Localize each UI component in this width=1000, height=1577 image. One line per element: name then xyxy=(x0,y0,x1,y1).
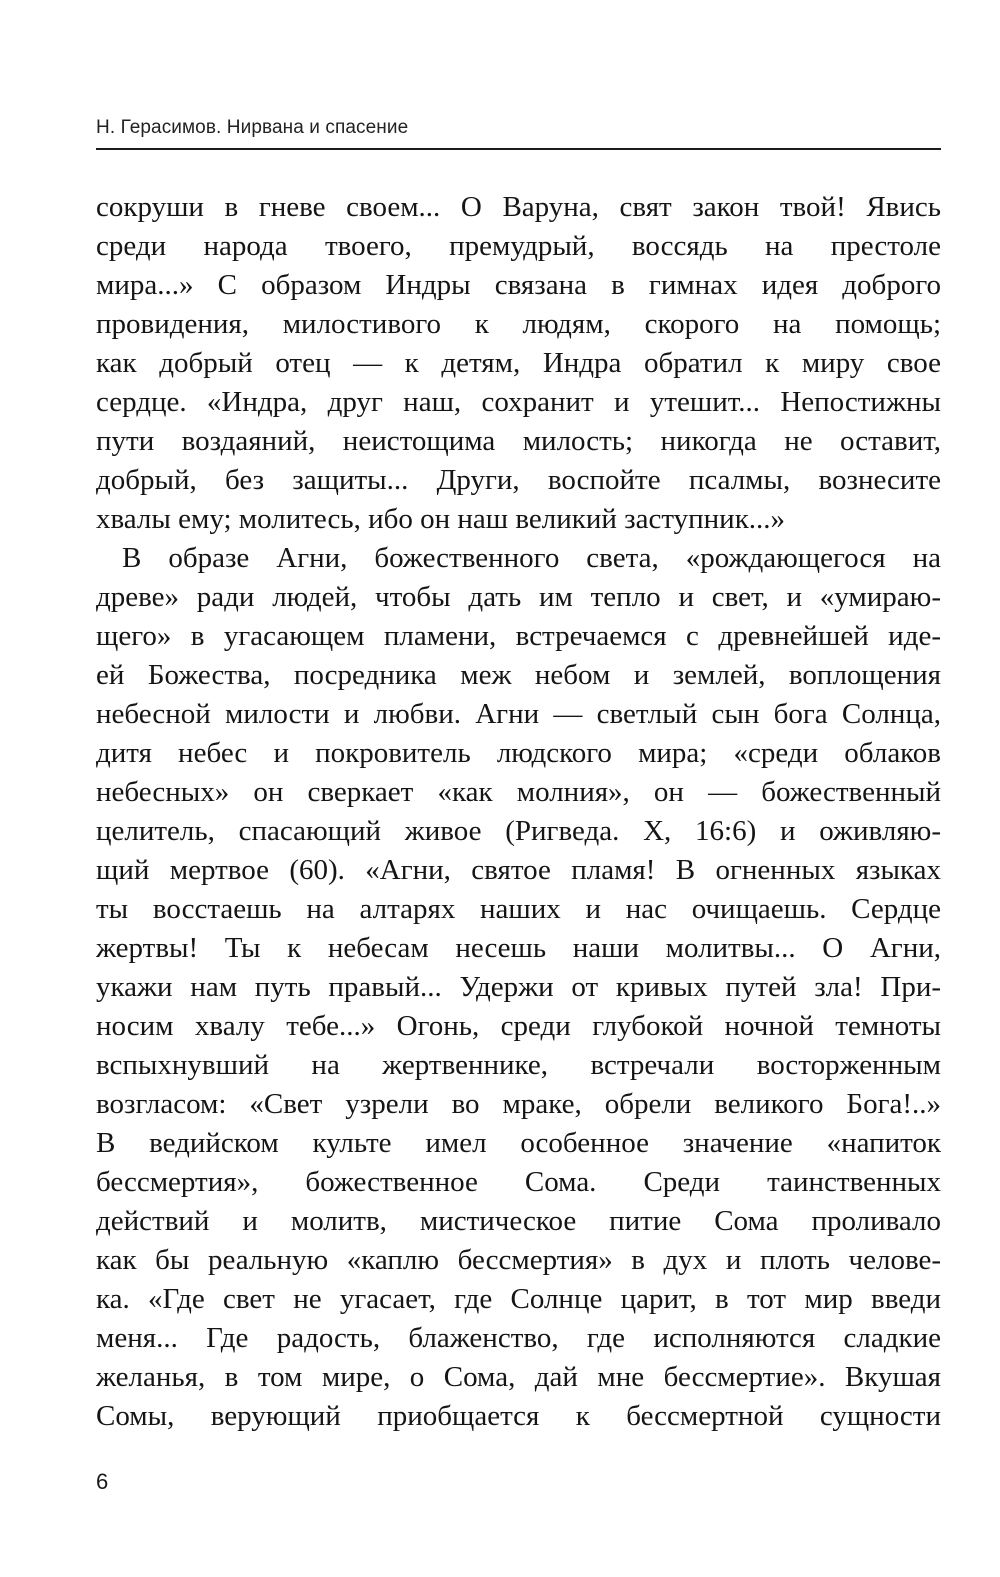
text-line: добрый, без защиты... Други, воспойте псалмы, вознесите xyxy=(96,464,941,496)
text-line: ка. «Где свет не угасает, где Солнце царит, в тот мир введи xyxy=(96,1283,941,1315)
text-line: хвалы ему; молитесь, ибо он наш великий заступник...» xyxy=(96,503,786,535)
text-line: возгласом: «Свет узрели во мраке, обрели великого Бога!..» xyxy=(96,1088,941,1120)
text-line: ты восстаешь на алтарях наших и нас очищаешь. Сердце xyxy=(96,893,941,925)
header-rule xyxy=(96,148,941,150)
paragraph-start-line: В образе Агни, божественного света, «рождающегося на xyxy=(122,542,941,574)
page-number: 6 xyxy=(96,1469,109,1494)
text-line: меня... Где радость, блаженство, где исполняются сладкие xyxy=(96,1322,941,1354)
text-line: укажи нам путь правый... Удержи от кривых путей зла! При- xyxy=(96,971,941,1003)
running-head: Н. Герасимов. Нирвана и спасение xyxy=(96,117,409,138)
text-line: провидения, милостивого к людям, скорого на помощь; xyxy=(96,308,941,340)
text-line: жертвы! Ты к небесам несешь наши молитвы... О Агни, xyxy=(96,932,941,964)
text-line: среди народа твоего, премудрый, воссядь на престоле xyxy=(96,230,941,262)
text-line: Сомы, верующий приобщается к бессмертной сущности xyxy=(96,1400,941,1432)
text-line: целитель, спасающий живое (Ригведа. X, 16:6) и оживляю- xyxy=(96,815,941,847)
text-line: дитя небес и покровитель людского мира; «среди облаков xyxy=(96,737,941,769)
text-line: вспыхнувший на жертвеннике, встречали восторженным xyxy=(96,1049,941,1081)
text-line: сокруши в гневе своем... О Варуна, свят закон твой! Явись xyxy=(96,191,941,223)
text-line: желанья, в том мире, о Сома, дай мне бессмертие». Вкушая xyxy=(96,1361,941,1393)
text-line: ей Божества, посредника меж небом и землей, воплощения xyxy=(96,659,941,691)
text-line: щего» в угасающем пламени, встречаемся с древнейшей иде- xyxy=(96,620,941,652)
text-line: щий мертвое (60). «Агни, святое пламя! В огненных языках xyxy=(96,854,941,886)
text-line: древе» ради людей, чтобы дать им тепло и свет, и «умираю- xyxy=(96,581,941,613)
text-line: небесных» он сверкает «как молния», он — божественный xyxy=(96,776,941,808)
text-line: носим хвалу тебе...» Огонь, среди глубокой ночной темноты xyxy=(96,1010,941,1042)
text-line: как бы реальную «каплю бессмертия» в дух и плоть челове- xyxy=(96,1244,941,1276)
body-text xyxy=(96,188,941,1436)
text-line: бессмертия», божественное Сома. Среди таинственных xyxy=(96,1166,941,1198)
text-line: как добрый отец — к детям, Индра обратил к миру свое xyxy=(96,347,941,379)
text-line: В ведийском культе имел особенное значение «напиток xyxy=(96,1127,941,1159)
text-line: мира...» С образом Индры связана в гимнах идея доброго xyxy=(96,269,941,301)
text-line: действий и молитв, мистическое питие Сома проливало xyxy=(96,1205,941,1237)
text-line: небесной милости и любви. Агни — светлый сын бога Солнца, xyxy=(96,698,941,730)
text-line: сердце. «Индра, друг наш, сохранит и утешит... Непостижны xyxy=(96,386,941,418)
text-line: пути воздаяний, неистощима милость; никогда не оставит, xyxy=(96,425,941,457)
